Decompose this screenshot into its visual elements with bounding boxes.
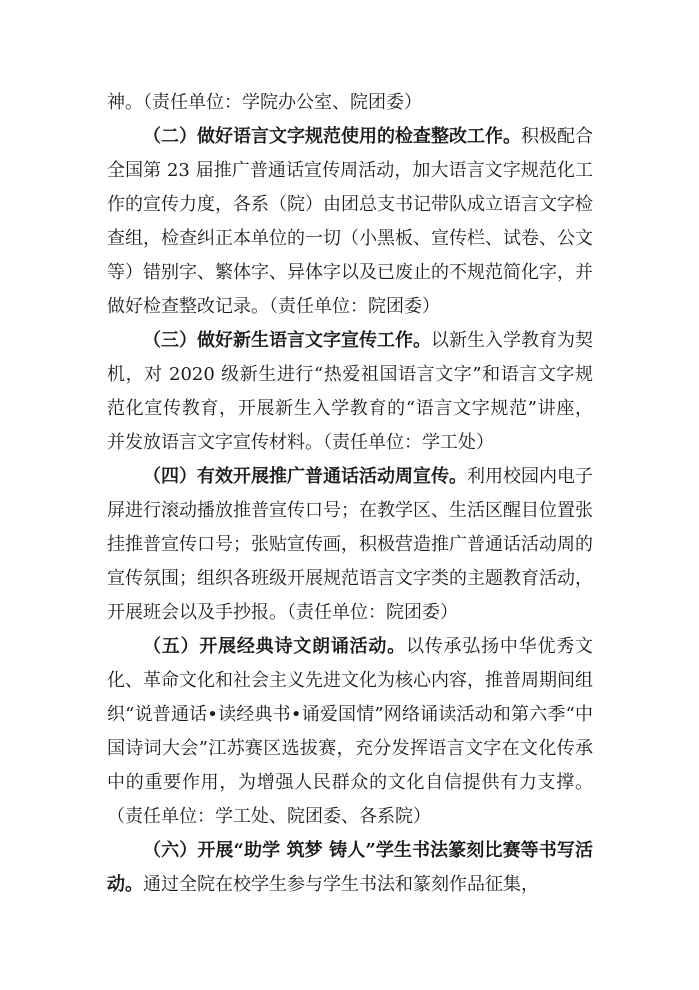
document-body [107, 86, 593, 902]
section-3-body: 以新生入学教育为契机，对 2020 级新生进行“热爱祖国语言文字”和语言文字规范化宣传教育，开展新生入学教育的“语言文字规范”讲座，并发放语言文字宣传材料。（责任单位：学工处） [107, 330, 593, 453]
section-4-paragraph [107, 460, 593, 630]
section-6-body: 通过全院在校学生参与学生书法和篆刻作品征集， [143, 874, 539, 895]
section-6-paragraph [107, 834, 593, 902]
section-3-paragraph [107, 324, 593, 460]
section-5-heading: （五）开展经典诗文朗诵活动。 [143, 636, 406, 657]
section-2-paragraph [107, 120, 593, 324]
section-4-body: 利用校园内电子屏进行滚动播放推普宣传口号；在教学区、生活区醒目位置张挂推普宣传口号；张贴宣传画，积极营造推广普通话活动周的宣传氛围；组织各班级开展规范语言文字类的主题教育活动，开展班会以及手抄报。（责任单位：院团委） [107, 466, 593, 623]
section-2-body: 积极配合全国第 23 届推广普通话宣传周活动，加大语言文字规范化工作的宣传力度，各系（院）由团总支书记带队成立语言文字检查组，检查纠正本单位的一切（小黑板、宣传栏、试卷、公文等）错别字、繁体字、异体字以及已废止的不规范简化字，并做好检查整改记录。（责任单位：院团委） [107, 126, 593, 317]
section-6-heading: （六）开展“助学 筑梦 铸人”学生书法篆刻比赛等书写活动。 [107, 840, 593, 895]
section-3-heading: （三）做好新生语言文字宣传工作。 [143, 330, 431, 351]
section-5-paragraph [107, 630, 593, 834]
section-2-heading: （二）做好语言文字规范使用的检查整改工作。 [143, 126, 521, 147]
section-4-heading: （四）有效开展推广普通话活动周宣传。 [143, 466, 467, 487]
section-5-body: 以传承弘扬中华优秀文化、革命文化和社会主义先进文化为核心内容，推普周期间组织“说普通话•读经典书•诵爱国情”网络诵读活动和第六季“中国诗词大会”江苏赛区选拔赛，充分发挥语言文字在文化传承中的重要作用，为增强人民群众的文化自信提供有力支撑。（责任单位：学工处、院团委、各系院） [107, 636, 594, 827]
continuation-paragraph: 神。（责任单位：学院办公室、院团委） [107, 92, 422, 113]
